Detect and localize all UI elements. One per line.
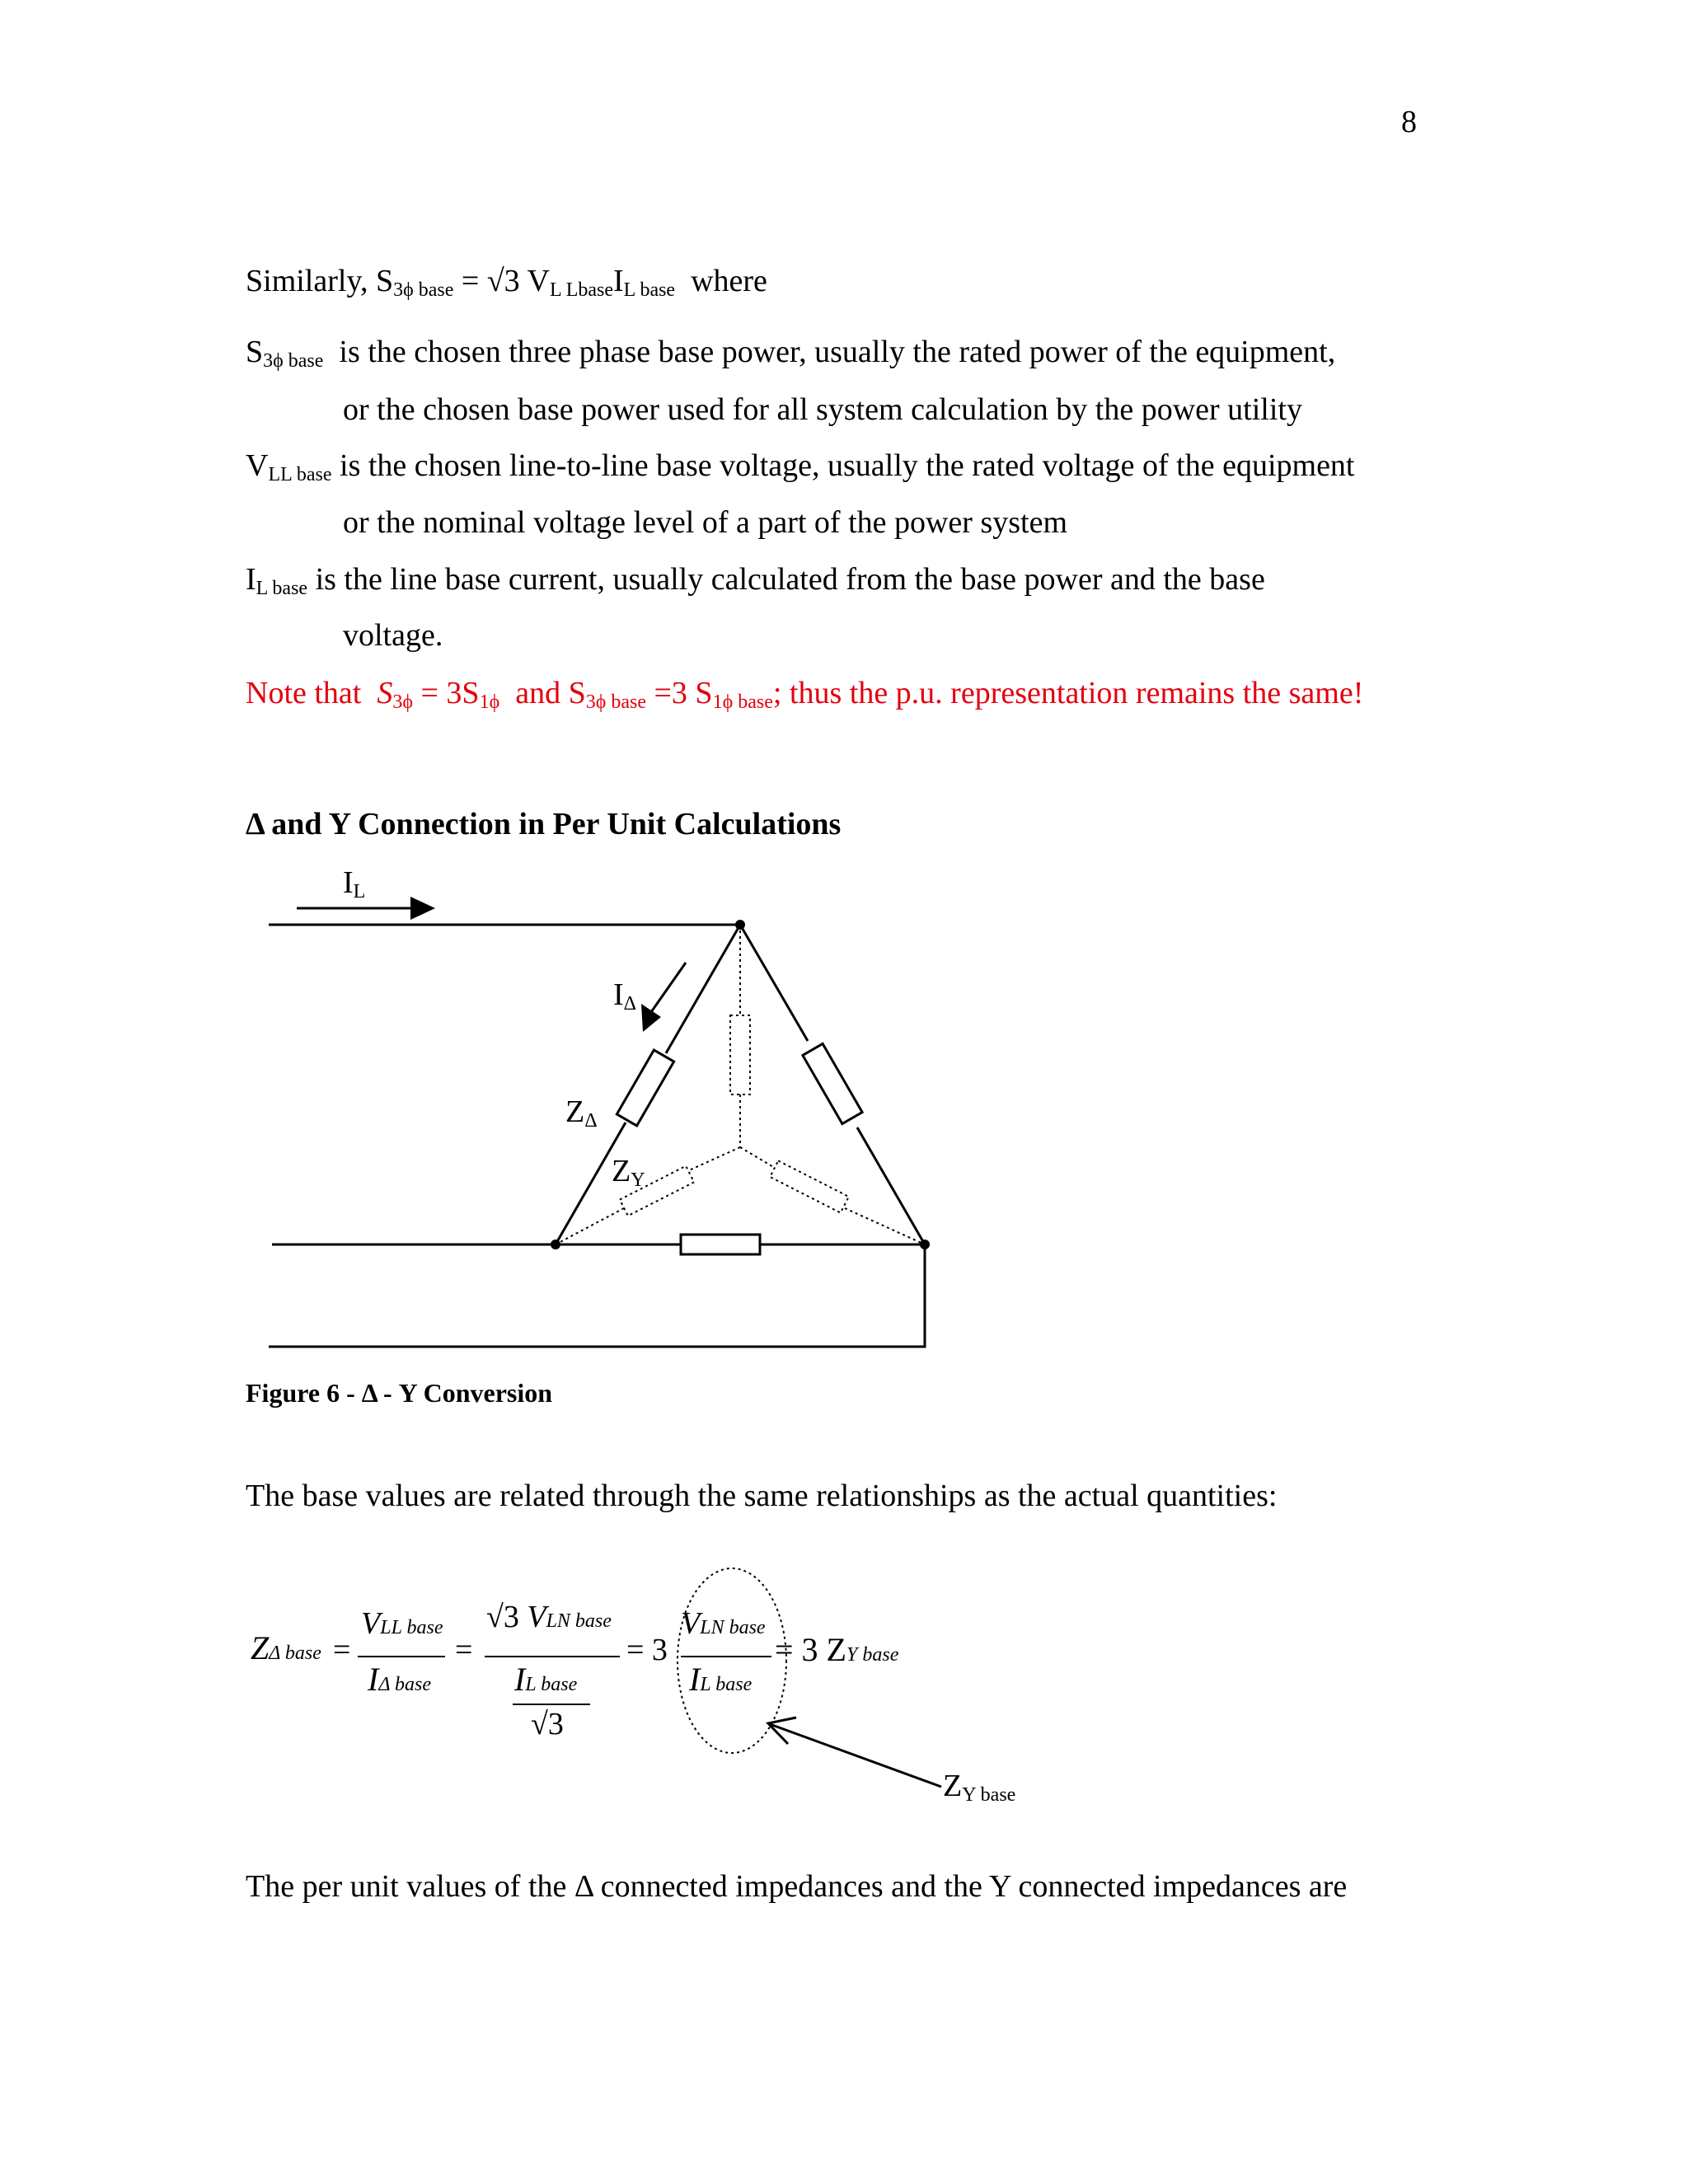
wye-network: [556, 925, 925, 1244]
note-eq: = 3S: [420, 676, 480, 710]
il-label: $I_L$: [343, 865, 366, 902]
node-top: [735, 920, 745, 930]
def-s3-text1: is the chosen three phase base power, usually the rated power of the equipment,: [339, 335, 1336, 369]
intro-i: I: [613, 264, 624, 298]
eq-f2-den: IL base: [514, 1661, 578, 1698]
eq-f2-num: √3 VLN base: [486, 1600, 612, 1634]
def-il-symbol: I: [246, 562, 256, 597]
closing-text: The per unit values of the Δ connected impedances and the Y connected impedances are: [246, 1869, 1348, 1904]
def-vll-symbol: V: [246, 448, 269, 483]
eq-lhs: ZΔ base: [251, 1629, 321, 1666]
def-s3-symbol: S: [246, 335, 264, 369]
delta-left-edge: [556, 925, 740, 1244]
intro-prefix: Similarly, S: [246, 264, 394, 298]
idelta-label: $I_\Delta$: [613, 977, 637, 1015]
eq-f1-den: IΔ base: [368, 1661, 431, 1698]
intro-sub-i: L base: [623, 279, 676, 301]
note-eq2: =3 S: [654, 676, 713, 710]
zy-base-annotation: $Z_{Y base}$: [943, 1769, 1016, 1806]
def-il-text1: is the line base current, usually calculated from the base power and the base: [315, 562, 1265, 597]
section-heading: Δ and Y Connection in Per Unit Calculations: [246, 807, 842, 841]
note-prefix: Note that: [246, 676, 362, 710]
intro-sub-v: L Lbase: [549, 279, 614, 301]
node-left: [551, 1240, 560, 1249]
node-right: [920, 1240, 930, 1249]
def-vll-text1: is the chosen line-to-line base voltage, usually the rated voltage of the equipment: [340, 448, 1355, 483]
intro-equals: = √3 V: [461, 264, 550, 298]
note-s1-sub: 1ϕ: [479, 691, 500, 713]
note-s3: S: [377, 676, 393, 710]
eq-equals-1: =: [333, 1633, 351, 1667]
note-and: and S: [515, 676, 586, 710]
idelta-arrow: [641, 963, 686, 1032]
annotation-arrow: [768, 1718, 941, 1787]
delta-bottom-edge: [556, 1235, 925, 1254]
note-s1b-sub: 1ϕ base: [712, 691, 773, 713]
eq-f1-num: VLL base: [361, 1606, 443, 1641]
figure-caption: Figure 6 - Δ - Y Conversion: [246, 1378, 553, 1408]
eq-f3-den: IL base: [689, 1661, 753, 1698]
zy-label: $Z_Y$: [612, 1154, 645, 1191]
def-il-sub: L base: [256, 578, 308, 599]
intro-sub-s: 3ϕ base: [393, 279, 454, 301]
def-s3-text2: or the chosen base power used for all system calculation by the power utility: [343, 392, 1302, 427]
note-suffix: ; thus the p.u. representation remains the same!: [772, 676, 1364, 710]
note-s3b-sub: 3ϕ base: [585, 691, 646, 713]
eq-f3-num: VLN base: [681, 1606, 766, 1641]
page-number: 8: [1401, 105, 1417, 139]
def-il-text2: voltage.: [343, 618, 443, 653]
def-s3-sub: 3ϕ base: [263, 350, 324, 372]
note-s3-sub: 3ϕ: [392, 691, 413, 713]
il-arrow: [297, 897, 435, 920]
relationship-text: The base values are related through the same relationships as the actual quantities:: [246, 1479, 1278, 1513]
eq-three: = 3: [626, 1633, 668, 1667]
def-vll-sub: LL base: [268, 464, 332, 485]
eq-equals-2: =: [455, 1633, 473, 1667]
eq-f2-den-sqrt: √3: [531, 1707, 564, 1741]
zdelta-label: $Z_\Delta$: [565, 1094, 598, 1132]
delta-right-edge: [740, 925, 925, 1244]
def-vll-text2: or the nominal voltage level of a part of the power system: [343, 505, 1068, 540]
intro-suffix: where: [691, 264, 767, 298]
wire-bottom: [269, 1246, 925, 1347]
eq-rhs: = 3 ZY base: [775, 1631, 899, 1668]
